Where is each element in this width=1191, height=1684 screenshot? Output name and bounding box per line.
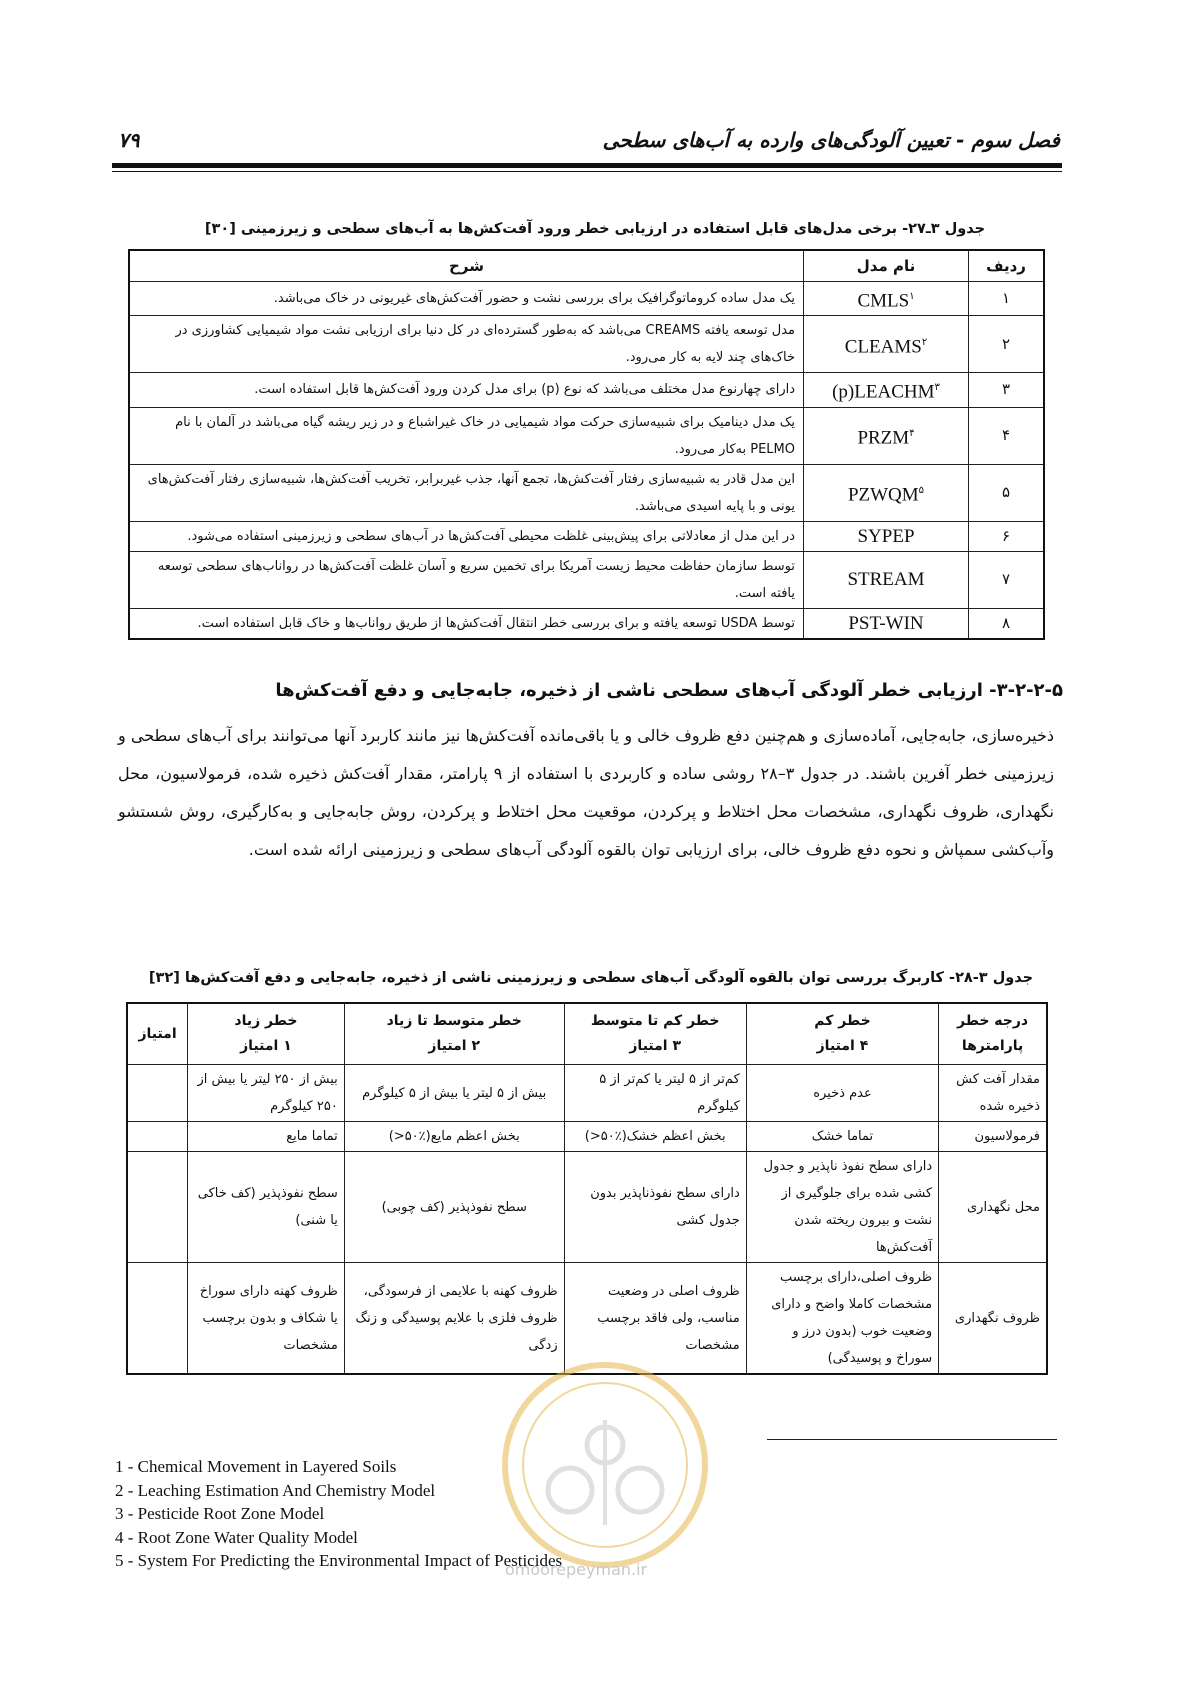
models-table [128, 249, 1045, 640]
low-cell: عدم ذخیره [746, 1065, 938, 1122]
table-row [129, 282, 1044, 316]
table2-caption: جدول ۳-۲۸- کاربرگ بررسی توان بالقوه آلودگی آب‌های سطحی و زیرزمینی ناشی از ذخیره، جابه‌جایی و دفع آفت‌کش‌ها [۳۲] [148, 970, 1034, 986]
row-num: ۱ [969, 282, 1045, 316]
table1-caption: جدول ۳ـ۲۷- برخی مدل‌های قابل استفاده در ارزیابی خطر ورود آفت‌کش‌ها به آب‌های سطحی و زیرزمینی [۳۰] [204, 221, 986, 237]
footnote-item: 1 - Chemical Movement in Layered Soils [115, 1457, 397, 1476]
param-cell: فرمولاسیون [939, 1122, 1047, 1152]
lowmed-cell: کم‌تر از ۵ لیتر یا کم‌تر از ۵ کیلوگرم [564, 1065, 746, 1122]
row-num: ۲ [969, 316, 1045, 373]
model-desc: مدل توسعه یافته CREAMS می‌باشد که به‌طور گسترده‌ای در کل دنیا برای ارزیابی نشت مواد شیمیایی کشاورزی در خاک‌های چند لایه به کار می‌رود. [129, 316, 804, 373]
body-paragraph: ذخیره‌سازی، جابه‌جایی، آماده‌سازی و هم‌چنین دفع ظروف خالی و یا باقی‌مانده آفت‌کش‌ها نیز مانند کاربرد آنها می‌توانند برای آب‌های سطحی و زیرزمینی خطر آفرین باشند. در جدول ۳–۲۸ روشی ساده و کاربردی با استفاده از ۹ پارامتر، مقدار آفت‌کش ذخیره شده، فرمولاسیون، محل نگهداری، ظروف نگهداری، مشخصات محل اختلاط و پرکردن، موقعیت محل اختلاط و پرکردن، روش جابه‌جایی و به‌کارگیری، روش شستشو وآب‌کشی سمپاش و نحوه دفع ظروف خالی، برای ارزیابی توان بالقوه آلودگی آب‌های سطحی و زیرزمینی ارائه شده است. [118, 726, 1055, 859]
table-row [129, 521, 1044, 551]
row-num: ۳ [969, 373, 1045, 407]
model-name: STREAM [804, 551, 969, 608]
medhigh-cell: بیش از ۵ لیتر یا بیش از ۵ کیلوگرم [344, 1065, 564, 1122]
param-cell: مقدار آفت کش ذخیره شده [939, 1065, 1047, 1122]
table-header-row [129, 250, 1044, 282]
medhigh-cell: سطح نفوذپذیر (کف چوبی) [344, 1152, 564, 1263]
low-cell: ظروف اصلی،دارای برچسب مشخصات کاملا واضح و دارای وضعیت خوب (بدون درز و سوراخ و پوسیدگی) [746, 1263, 938, 1375]
header-low: خطر کم ۴ امتیاز [746, 1003, 938, 1065]
table-row [127, 1152, 1047, 1263]
model-name: SYPEP [804, 521, 969, 551]
model-desc: یک مدل دینامیک برای شبیه‌سازی حرکت مواد شیمیایی در خاک غیراشباع و در زیر ریشه گیاه می‌باشد در آلمان با نام PELMO به‌کار می‌رود. [129, 407, 804, 464]
table-row [129, 464, 1044, 521]
header-name: نام مدل [804, 250, 969, 282]
header-high: خطر زیاد ۱ امتیاز [188, 1003, 345, 1065]
model-desc: در این مدل از معادلاتی برای پیش‌بینی غلظت محیطی آفت‌کش‌ها در آب‌های سطحی و زیرزمینی استفاده می‌شود. [129, 521, 804, 551]
model-name: PRZM$^۴$ [804, 407, 969, 464]
high-cell: سطح نفوذپذیر (کف خاکی یا شنی) [188, 1152, 345, 1263]
row-num: ۶ [969, 521, 1045, 551]
footnote-item: 3 - Pesticide Root Zone Model [115, 1504, 325, 1523]
score-cell[interactable] [127, 1122, 188, 1152]
model-name: CMLS$^۱$ [804, 282, 969, 316]
table-row [129, 551, 1044, 608]
model-name: (p)LEACHM$^۳$ [804, 373, 969, 407]
header-lowmed: خطر کم تا متوسط ۳ امتیاز [564, 1003, 746, 1065]
lowmed-cell: دارای سطح نفوذناپذیر بدون جدول کشی [564, 1152, 746, 1263]
high-cell: ظروف کهنه دارای سوراخ یا شکاف و بدون برچسب مشخصات [188, 1263, 345, 1375]
model-desc: این مدل قادر به شبیه‌سازی رفتار آفت‌کش‌ها، تجمع آنها، جذب غیربرابر، تخریب آفت‌کش‌ها، شبیه‌سازی رفتار آفت‌کش‌های یونی و با پایه اسیدی می‌باشد. [129, 464, 804, 521]
model-name: CLEAMS$^۲$ [804, 316, 969, 373]
table-row [129, 373, 1044, 407]
medhigh-cell: بخش اعظم مایع(٪۵۰<) [344, 1122, 564, 1152]
header-medhigh: خطر متوسط تا زیاد ۲ امتیاز [344, 1003, 564, 1065]
model-desc: توسط سازمان حفاظت محیط زیست آمریکا برای تخمین سریع و آسان غلظت آفت‌کش‌ها در رواناب‌های سطحی توسعه یافته است. [129, 551, 804, 608]
table-header-row [127, 1003, 1047, 1065]
param-cell: محل نگهداری [939, 1152, 1047, 1263]
lowmed-cell: بخش اعظم خشک(٪۵۰<) [564, 1122, 746, 1152]
score-cell[interactable] [127, 1152, 188, 1263]
lowmed-cell: ظروف اصلی در وضعیت مناسب، ولی فاقد برچسب مشخصات [564, 1263, 746, 1375]
chapter-title: فصل سوم - تعیین آلودگی‌های وارده به آب‌های سطحی [602, 128, 1060, 152]
low-cell: دارای سطح نفوذ ناپذیر و جدول کشی شده برای جلوگیری از نشت و بیرون ریخته شدن آفت‌کش‌ها [746, 1152, 938, 1263]
page-number: ۷۹ [118, 128, 140, 152]
low-cell: تماما خشک [746, 1122, 938, 1152]
footnote-item: 4 - Root Zone Water Quality Model [115, 1527, 358, 1547]
header-score: امتیاز [127, 1003, 188, 1065]
score-cell[interactable] [127, 1263, 188, 1375]
model-name: PST-WIN [804, 608, 969, 639]
model-desc: دارای چهارنوع مدل مختلف می‌باشد که نوع (p) برای مدل کردن ورود آفت‌کش‌ها قابل استفاده است. [129, 373, 804, 407]
model-desc: یک مدل ساده کروماتوگرافیک برای بررسی نشت و حضور آفت‌کش‌های غیریونی در خاک می‌باشد. [129, 282, 804, 316]
row-num: ۷ [969, 551, 1045, 608]
medhigh-cell: ظروف کهنه با علایمی از فرسودگی، ظروف فلزی با علایم پوسیدگی و زنگ زدگی [344, 1263, 564, 1375]
table-row [127, 1065, 1047, 1122]
watermark-text: omoorepeyman.ir [505, 1560, 648, 1579]
table-row [129, 608, 1044, 639]
high-cell: تماما مایع [188, 1122, 345, 1152]
table-row [129, 316, 1044, 373]
footnotes [115, 1455, 562, 1573]
score-cell[interactable] [127, 1065, 188, 1122]
high-cell: بیش از ۲۵۰ لیتر یا بیش از ۲۵۰ کیلوگرم [188, 1065, 345, 1122]
row-num: ۵ [969, 464, 1045, 521]
header-param: درجه خطر پارامترها [939, 1003, 1047, 1065]
section-heading: ۳-۲-۲-۵- ارزیابی خطر آلودگی آب‌های سطحی ناشی از ذخیره، جابه‌جایی و دفع آفت‌کش‌ها [275, 680, 1063, 701]
header-desc: شرح [129, 250, 804, 282]
header-rule-thin [112, 171, 1062, 172]
model-desc: توسط USDA توسعه یافته و برای بررسی خطر انتقال آفت‌کش‌ها از طریق رواناب‌ها و خاک قابل استفاده است. [129, 608, 804, 639]
row-num: ۸ [969, 608, 1045, 639]
param-cell: ظروف نگهداری [939, 1263, 1047, 1375]
model-name: PZWQM$^۵$ [804, 464, 969, 521]
header-rule-thick [112, 163, 1062, 168]
footnote-item: 2 - Leaching Estimation And Chemistry Model [115, 1480, 436, 1500]
risk-worksheet-table [126, 1002, 1048, 1375]
table-row [129, 407, 1044, 464]
row-num: ۴ [969, 407, 1045, 464]
table-row [127, 1122, 1047, 1152]
footnote-item: 5 - System For Predicting the Environmental Impact of Pesticides [115, 1551, 563, 1570]
header-num: ردیف [969, 250, 1045, 282]
footnote-divider [767, 1439, 1057, 1440]
